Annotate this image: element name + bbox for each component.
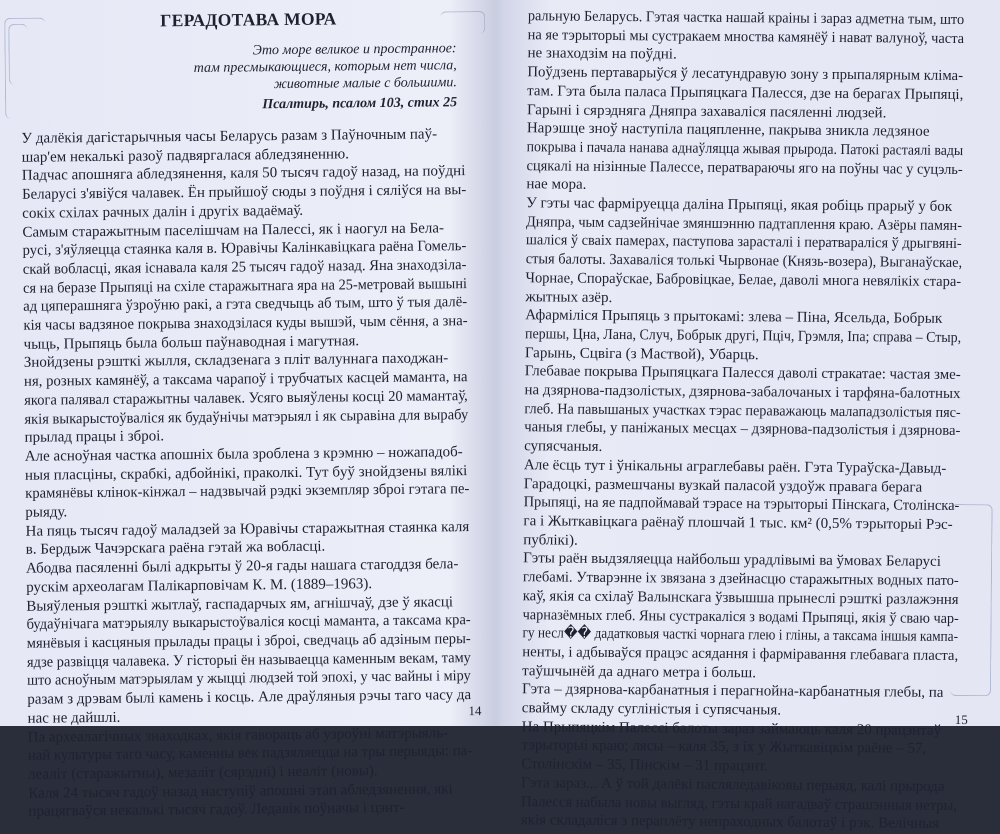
text-line: Дняпра, чым садзейнічае змяншэнню падтаплення краю. Азёры памян- xyxy=(525,213,963,234)
text-line: будаўнічага матэрыялу выкарыстоўваліся косці маманта, а таксама кра- xyxy=(26,612,471,634)
text-line: ядзе развіцця чалавека. У гісторыі ён называецца каменным векам, таму xyxy=(26,649,471,671)
text-line: ныя пласціны, скрабкі, адбойнікі, праколкі. Тут бyў знойдзены вялікі xyxy=(24,462,468,484)
text-line: Па археалагічных знаходках, якія гавораць аб узроўні матэрыяль- xyxy=(27,724,449,746)
text-line: прылад працы і зброі. xyxy=(24,428,165,447)
text-line: якія складаліся з пераплёту непраходных балотаў і рэк. Велічныя xyxy=(520,812,940,833)
epigraph-line: животные малые с большими. xyxy=(273,74,457,92)
text-line: чаныя глебы, у паніжаных месцах – дзярнова-падзолістыя і дзярнова- xyxy=(524,419,961,440)
text-line: га і Жыткавіцкага раёнаў плошчай 1 тыс. км² (0,5% тэрыторыі Рэс- xyxy=(523,513,953,533)
text-line: сцякалі на нізінные Палессе, ператвараючы яго на поўны час у суцэль- xyxy=(526,157,963,178)
text-line: Знойдзены рэшткі жылля, складзенага з пліт валуннага паходжан- xyxy=(23,350,449,372)
text-line: нае мора. xyxy=(526,176,587,194)
text-line: Глебавае покрыва Прыпяцкага Палесся даволі стракатае: частая зме- xyxy=(524,363,961,384)
text-line: стыя балоты. Захаваліся толькі Чырвонае (Князь-возера), Выганаўскае, xyxy=(525,251,963,272)
text-line: Афарміліся Прыпяць з прытокамі: злева – Піна, Ясельда, Бобрык xyxy=(525,307,943,328)
text-line: ня, розных камянёў, а таксама чарапоў і трубчатых касцей маманта, на xyxy=(23,369,468,390)
text-line: У гэты час фарміруецца даліна Прыпяці, якая робіць прарыў у бок xyxy=(526,195,953,215)
text-line: Каля 24 тысяч гадоў назад наступіў апошні этап абледзянення, які xyxy=(28,780,453,802)
text-line: кія часы вадзяное покрыва знаходзілася куды вышэй, чым сёння, а зна- xyxy=(23,313,468,334)
text-line: першы, Цна, Лана, Случ, Бобрык другі, Пціч, Грэмля, Іпа; справа – Стыр, xyxy=(525,326,962,346)
text-line: Гарадоцкі, размешчаны вузкай паласой уздоўж правага берага xyxy=(523,475,923,496)
page-number: 15 xyxy=(954,711,968,728)
text-line: Беларусі з'явіўся чалавек. Ён прыйшоў сюды з поўдня і сяліўся на вы- xyxy=(21,182,467,203)
corner-ornament xyxy=(8,24,28,85)
text-line: Падчас апошняга абледзянення, каля 50 тысяч гадоў назад, на поўдні xyxy=(21,163,466,185)
epigraph-source: Псалтирь, псалом 103, стих 25 xyxy=(262,95,458,113)
text-line: якога палявал старажытны чалавек. Усяго выяўлены косці 20 мамантаў, xyxy=(24,387,468,409)
text-line: покрыва і пачала нанава аднаўляцца жывая прырода. Патокі растаялі вады xyxy=(526,139,964,159)
text-line: ральную Беларусь. Гэтая частка нашай краіны і зараз адметна тым, што xyxy=(527,8,965,29)
text-line: публікі). xyxy=(523,531,578,549)
text-line: што асноўным матэрыялам у жыцці людзей той эпохі, у час вайны і міру xyxy=(27,668,471,690)
epigraph-line: там пресмыкающиеся, которым нет числа, xyxy=(193,58,457,76)
right-body-text xyxy=(521,7,964,834)
text-line: разам з дрэвам былі камень і косць. Але драўляныя рэчы таго часу да xyxy=(27,687,472,708)
text-line: чыць, Прыпяць была больш паўнаводная і магутная. xyxy=(23,332,360,353)
text-line: На пяць тысяч гадоў маладзей за Юравічы старажытная стаянка каля xyxy=(25,518,470,540)
text-line: Гарыні і сярэдняга Дняпра захаваліся пасяленні людзей. xyxy=(526,101,887,121)
text-line: каў, якія са схілаў Валынскага ўзвышша прынеслі рэшткі разлажэння xyxy=(522,588,959,608)
page-number: 14 xyxy=(468,702,482,719)
text-line: глебамі. Утварэнне іх звязана з дзейнасцю старажытных водных пато- xyxy=(522,569,959,590)
text-line: ся на беразе Прыпяці на схіле старажытнага яра на 25-метровай вышыні xyxy=(22,275,468,297)
epigraph-line: Это море великое и пространное: xyxy=(252,41,457,59)
epigraph xyxy=(172,41,457,115)
text-line: рускім археолагам Палікарповічам К. М. (1889–1963). xyxy=(26,576,373,596)
text-line: най культуры таго часу, каменны век падзяляецца на тры перыяды: па- xyxy=(27,743,473,764)
chapter-title: ГЕРАДОТАВА МОРА xyxy=(160,8,337,31)
text-line: ненты, і адбываўся працэс асядання і фарміравання глебавага пласта, xyxy=(522,644,959,664)
text-line: крамянёвы клінок-кінжал – надзвычай рэдкі экземпляр зброі гэтага пе- xyxy=(25,481,470,503)
text-line: леаліт (старажытны), мезаліт (сярэдні) і неаліт (новы). xyxy=(28,762,378,783)
text-line: Самым старажытным паселішчам на Палессі, як і наогул на Бела- xyxy=(22,219,445,241)
corner-ornament xyxy=(440,11,485,34)
text-line: Прыпяці, на яе падпоймавай тэрасе на тэрыторыі Пінскага, Столінска- xyxy=(523,494,960,515)
text-line: тэрыторыі краю; лясы – каля 35, з іх у Жыткавіцкім раёне – 57, xyxy=(521,737,927,758)
text-line: Гэта зараз... А ў той далёкі пасляледавіковы перыяд, калі прырода xyxy=(521,775,945,795)
text-line: нас не дайшлі. xyxy=(27,709,121,727)
text-line: шар'ем некалькі разоў падвяргалася абледзяненню. xyxy=(21,146,350,166)
text-line: Палесся набыла новы выгляд, гэты край нагадваў страшэнныя нетры, xyxy=(520,793,958,814)
text-line: шаліся ў сваіх памерах, паступова зарасталі і ператвараліся ў дрыгвяні- xyxy=(525,232,962,253)
text-line: глеб. На павышаных участках тэрас пераважаюць малападзолістыя пяс- xyxy=(524,400,961,421)
text-line: гу несл�� дадатковыя часткі чорнага глею і гліны, а таксама іншыя кампа- xyxy=(522,625,959,646)
text-line: мянёвыя і касцяныя прылады працы і зброі, сведчаць аб адзіным перы- xyxy=(26,631,471,652)
text-line: рыяду. xyxy=(25,504,68,521)
text-line: Столінскім – 35, Пінскім – 31 працэнт. xyxy=(521,756,768,775)
text-line: У далёкія дагістарычныя часы Беларусь разам з Паўночным паў- xyxy=(21,126,438,147)
text-line: свайму складу суглiністыя і супясчаныя. xyxy=(521,700,782,719)
text-line: на яе тэрыторыі мы сустракаем мноства камянёў і нават валуноў, часта xyxy=(527,26,965,47)
text-line: жытных азёр. xyxy=(525,288,613,306)
right-page xyxy=(494,0,1000,833)
text-line: якія выкарыстоўваліся як будаўнічы матэрыял і як сыравіна для вырабу xyxy=(24,406,469,428)
text-line: там. Гэта была паласа Прыпяцкага Палесся, дзе на берагах Прыпяці, xyxy=(527,83,964,103)
text-line: Выяўленыя рэшткі жытлаў, гаспадарчых ям, агнішчаў, дзе ў якасці xyxy=(26,593,454,615)
text-line: Поўдзень пертаварыўся ў лесатундравую зону з прыпалярным кліма- xyxy=(527,64,964,85)
text-line: Гэты раён выдзяляецца найбольш урадлівымі ва ўмовах Беларусі xyxy=(523,550,941,571)
text-line: працягваўся некалькі тысяч гадоў. Ледавік поўначы і цэнт- xyxy=(28,800,405,821)
text-line: сокіх схілах рачных далін і другіх вадаёмаў. xyxy=(22,202,304,222)
text-line: На Прыпяцкім Палессі балоты зараз займаюць каля 20 працэнтаў xyxy=(521,718,942,739)
text-line: русі, з'яўляецца стаянка каля в. Юравічы Калінкавіцкага раёна Гомель- xyxy=(22,238,467,259)
text-line: ад цяперашняга ўзроўню ракі, а гэта сведчыць аб тым, што ў тыя далё- xyxy=(23,294,468,316)
text-line: Гэта – дзярнова-карбанатныя і перагнойна-карбанатныя глебы, па xyxy=(521,681,944,702)
text-line: Гарынь, Сцвіга (з Маствой), Убарць. xyxy=(524,344,759,363)
text-line: супясчаныя. xyxy=(524,438,603,456)
text-line: в. Бердыж Чачэрскага раёна гэтай жа вобласці. xyxy=(25,539,326,559)
text-line: Але ёсць тут і ўнікальны аграглебавы раён. Гэта Тураўска-Давыд- xyxy=(523,457,947,477)
text-line: таўшчынёй да аднаго метра і больш. xyxy=(522,662,757,681)
text-line: не знаходзім на поўдні. xyxy=(527,45,677,63)
text-line: Чорнае, Спораўскае, Бабровіцкае, Белае, даволі многа невялікіх стара- xyxy=(525,270,962,290)
text-line: Нарэшце зноў наступіла пацяпленне, пакрыва зникла ледзяное xyxy=(526,120,930,140)
text-line: Абодва пасяленні былі адкрыты ў 20-я гады нашага стагоддзя бела- xyxy=(25,556,459,577)
text-line: чарназёмных глеб. Яны сустракаліся з водамі Прыпяці, якія ў сваю чар- xyxy=(522,606,959,627)
text-line: Але асноўная частка апошніх была зроблена з крэмню – ножападоб- xyxy=(24,444,463,465)
text-line: на дзярнова-падзолістых, дзярнова-забалочаных і тарфяна-балотных xyxy=(524,382,961,403)
text-line: скай вобласці, якая існавала каля 25 тысяч гадоў назад. Яна знаходзіла- xyxy=(22,257,467,278)
left-page xyxy=(0,0,500,821)
left-body-text xyxy=(21,125,472,822)
